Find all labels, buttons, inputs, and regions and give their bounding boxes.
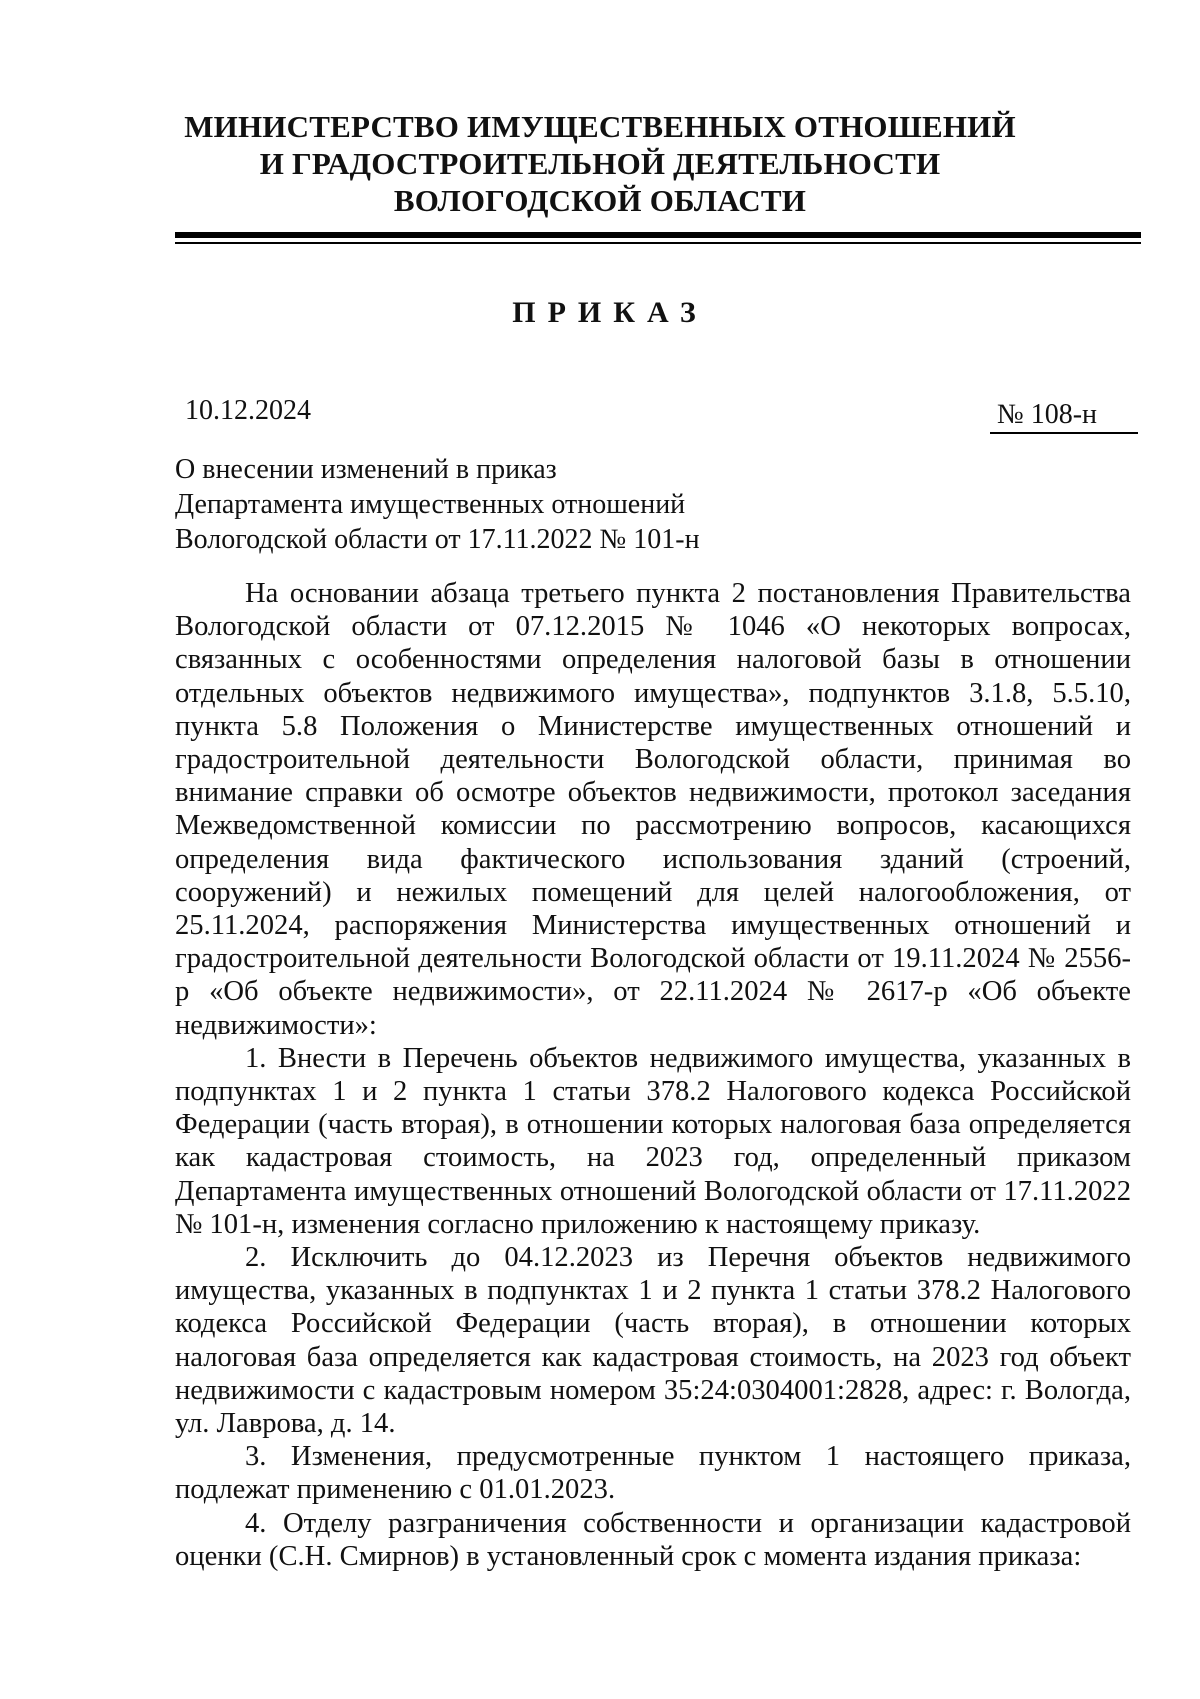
document-date: 10.12.2024 [185, 395, 311, 426]
document-type-title: ПРИКАЗ [512, 296, 708, 329]
preamble-paragraph: На основании абзаца третьего пункта 2 постановления Правительства Вологодской области от 07.12.2015 № 1046 «О некоторых вопросах, связанных с особенностями определения налоговой базы в отношении отдельных объектов недвижимого имущества», подпунктов 3.1.8, 5.5.10, пункта 5.8 Положения о Министерстве имущественных отношений и градостроительной деятельности Вологодской области, принимая во внимание справки об осмотре объектов недвижимости, протокол заседания Межведомственной комиссии по рассмотрению вопросов, касающихся определения вида фактического использования зданий (строений, сооружений) и нежилых помещений для целей налогообложения, от 25.11.2024, распоряжения Министерства имущественных отношений и градостроительной деятельности Вологодской области от 19.11.2024 № 2556-р «Об объекте недвижимости», от 22.11.2024 № 2617-р «Об объекте недвижимости»: [175, 578, 1131, 1041]
ministry-header-line-2: И ГРАДОСТРОИТЕЛЬНОЙ ДЕЯТЕЛЬНОСТИ [259, 146, 941, 181]
header-divider-thin [175, 242, 1141, 244]
document-number-underline [990, 432, 1138, 434]
item-2-paragraph: 2. Исключить до 04.12.2023 из Перечня объектов недвижимого имущества, указанных в подпунктах 1 и 2 пункта 1 статьи 378.2 Налогового кодекса Российской Федерации (часть вторая), в отношении которых налоговая база определяется как кадастровая стоимость, на 2023 год объект недвижимости с кадастровым номером 35:24:0304001:2828, адрес: г. Вологда, ул. Лаврова, д. 14. [175, 1242, 1131, 1440]
subject-line-2: Департамента имущественных отношений [175, 489, 686, 520]
subject-line-3: Вологодской области от 17.11.2022 № 101-н [175, 524, 700, 555]
ministry-header-line-1: МИНИСТЕРСТВО ИМУЩЕСТВЕННЫХ ОТНОШЕНИЙ [184, 109, 1016, 144]
ministry-header [160, 108, 1040, 219]
header-divider-thick [175, 232, 1141, 238]
ministry-header-line-3: ВОЛОГОДСКОЙ ОБЛАСТИ [393, 183, 807, 218]
item-4-paragraph: 4. Отделу разграничения собственности и организации кадастровой оценки (С.Н. Смирнов) в установленный срок с момента издания приказа: [175, 1507, 1131, 1572]
document-subject [175, 452, 700, 557]
item-3-paragraph: 3. Изменения, предусмотренные пунктом 1 настоящего приказа, подлежат применению с 01.01.2023. [175, 1441, 1131, 1506]
document-body [175, 577, 1131, 1573]
item-1-paragraph: 1. Внести в Перечень объектов недвижимого имущества, указанных в подпунктах 1 и 2 пункта 1 статьи 378.2 Налогового кодекса Российской Федерации (часть вторая), в отношении которых налоговая база определяется как кадастровая стоимость, на 2023 год, определенный приказом Департамента имущественных отношений Вологодской области от 17.11.2022 № 101-н, изменения согласно приложению к настоящему приказу. [175, 1042, 1131, 1240]
subject-line-1: О внесении изменений в приказ [175, 454, 557, 485]
document-number: № 108-н [997, 399, 1098, 430]
